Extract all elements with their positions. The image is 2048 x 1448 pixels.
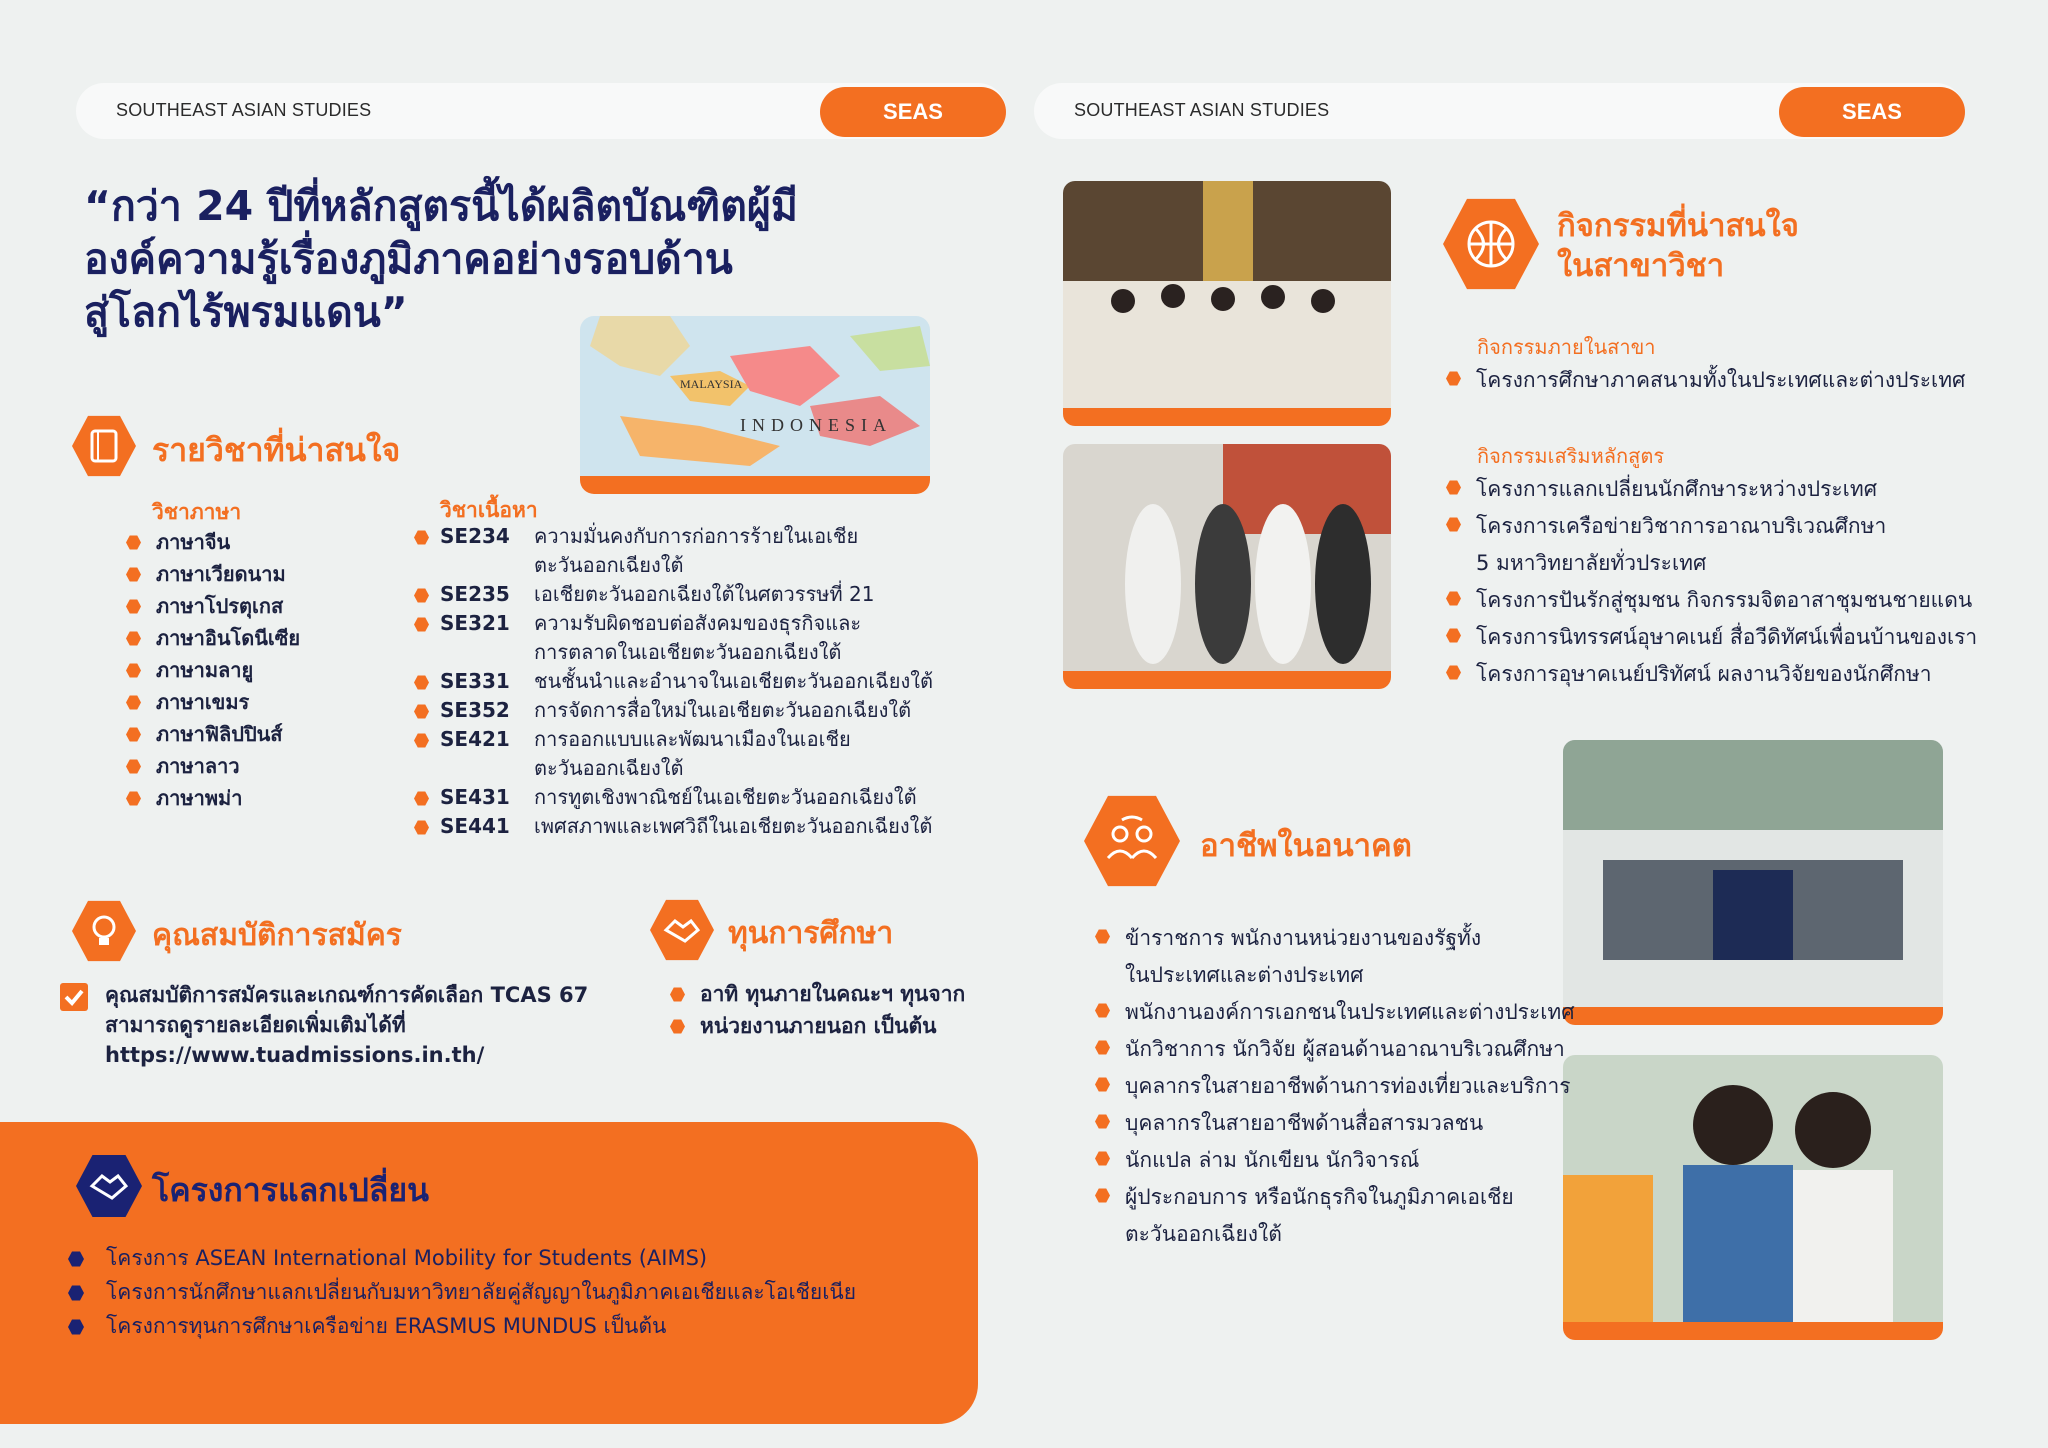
list-item: ผู้ประกอบการ หรือนักธุรกิจในภูมิภาคเอเชีย xyxy=(1095,1179,1575,1216)
internal-activities-list xyxy=(1446,362,1965,399)
course-name: การออกแบบและพัฒนาเมืองในเอเชีย xyxy=(534,727,851,751)
course-code: SE421 xyxy=(410,725,534,783)
qualifications-line-2: สามารถดูรายละเอียดเพิ่มเติมได้ที่ xyxy=(105,1013,406,1037)
list-item: โครงการนิทรรศน์อุษาคเนย์ สื่อวีดิทัศน์เพื่อนบ้านของเรา xyxy=(1446,619,1977,656)
group-photo-building xyxy=(1563,740,1943,1025)
careers-title: อาชีพในอนาคต xyxy=(1200,828,1412,864)
list-item-cont: ตะวันออกเฉียงใต้ xyxy=(1125,1222,1282,1246)
course-code: SE235 xyxy=(410,580,534,609)
table-row xyxy=(410,783,970,812)
table-row xyxy=(410,725,970,783)
list-item: ภาษาโปรตุเกส xyxy=(126,590,300,622)
list-item: โครงการทุนการศึกษาเครือข่าย ERASMUS MUNDUS เป็นต้น xyxy=(68,1309,856,1343)
activities-title xyxy=(1557,206,1799,286)
course-code: SE431 xyxy=(410,783,534,812)
table-row xyxy=(410,812,970,841)
header-title-left: SOUTHEAST ASIAN STUDIES xyxy=(116,100,372,120)
table-row xyxy=(410,609,970,667)
scholarship-list xyxy=(670,978,965,1042)
map-label-malaysia: MALAYSIA xyxy=(680,377,743,391)
qualifications-line-1: คุณสมบัติการสมัครและเกณฑ์การคัดเลือก TCAS 67 xyxy=(105,983,589,1007)
seas-badge-right[interactable]: SEAS xyxy=(1779,87,1965,137)
list-item: ภาษาอินโดนีเซีย xyxy=(126,622,300,654)
list-item: นักแปล ล่าม นักเขียน นักวิจารณ์ xyxy=(1095,1142,1575,1179)
checkbox-icon xyxy=(60,983,88,1011)
list-item: โครงการอุษาคเนย์ปริทัศน์ ผลงานวิจัยของนักศึกษา xyxy=(1446,656,1977,693)
admissions-link[interactable]: https://www.tuadmissions.in.th/ xyxy=(105,1043,485,1067)
list-item: โครงการเครือข่ายวิชาการอาณาบริเวณศึกษา xyxy=(1446,508,1977,545)
list-item: ภาษาเขมร xyxy=(126,686,300,718)
activities-title-line-1: กิจกรรมที่น่าสนใจ xyxy=(1557,208,1799,244)
exchange-list xyxy=(68,1241,856,1343)
list-item: โครงการ ASEAN International Mobility for Students (AIMS) xyxy=(68,1241,856,1275)
course-name: การจัดการสื่อใหม่ในเอเชียตะวันออกเฉียงใต้ xyxy=(534,698,912,722)
course-name: การทูตเชิงพาณิชย์ในเอเชียตะวันออกเฉียงใต้ xyxy=(534,785,917,809)
extra-activities-list xyxy=(1446,471,1977,693)
book-icon xyxy=(72,414,136,478)
course-name: เอเชียตะวันออกเฉียงใต้ในศตวรรษที่ 21 xyxy=(534,582,875,606)
southeast-asia-map-image xyxy=(580,316,930,494)
table-row xyxy=(410,667,970,696)
scholarship-title: ทุนการศึกษา xyxy=(728,916,894,951)
handshake-icon xyxy=(650,898,714,962)
list-item: ภาษาเวียดนาม xyxy=(126,558,300,590)
content-course-list xyxy=(410,522,970,841)
list-item: โครงการศึกษาภาคสนามทั้งในประเทศและต่างประเทศ xyxy=(1446,362,1965,399)
extra-activities-subtitle: กิจกรรมเสริมหลักสูตร xyxy=(1477,444,1665,468)
table-row xyxy=(410,696,970,725)
quote-line-2: องค์ความรู้เรื่องภูมิภาคอย่างรอบด้าน xyxy=(84,235,733,283)
internal-activities-subtitle: กิจกรรมภายในสาขา xyxy=(1477,335,1656,359)
languages-subtitle: วิชาภาษา xyxy=(152,500,242,524)
quote-line-3: สู่โลกไร้พรมแดน” xyxy=(84,288,408,336)
list-item: โครงการแลกเปลี่ยนนักศึกษาระหว่างประเทศ xyxy=(1446,471,1977,508)
course-code: SE352 xyxy=(410,696,534,725)
seas-badge-left[interactable]: SEAS xyxy=(820,87,1006,137)
map-illustration xyxy=(580,316,930,476)
list-item-cont: 5 มหาวิทยาลัยทั่วประเทศ xyxy=(1476,551,1707,575)
list-item: อาทิ ทุนภายในคณะฯ ทุนจาก xyxy=(670,978,965,1010)
group-photo-hall xyxy=(1063,181,1391,426)
course-code: SE321 xyxy=(410,609,534,667)
list-item: ภาษามลายู xyxy=(126,654,300,686)
table-row xyxy=(410,580,970,609)
list-item-cont: ในประเทศและต่างประเทศ xyxy=(1125,963,1364,987)
content-subtitle: วิชาเนื้อหา xyxy=(440,498,538,522)
group-photo-temple xyxy=(1063,444,1391,689)
list-item: ภาษาลาว xyxy=(126,750,300,782)
course-name: ความมั่นคงกับการก่อการร้ายในเอเชีย xyxy=(534,524,859,548)
list-item: ข้าราชการ พนักงานหน่วยงานของรัฐทั้ง xyxy=(1095,920,1575,957)
quote-line-1: “กว่า 24 ปีที่หลักสูตรนี้ได้ผลิตบัณฑิตผู้มี xyxy=(84,182,798,230)
course-code: SE441 xyxy=(410,812,534,841)
course-name: เพศสภาพและเพศวิถีในเอเชียตะวันออกเฉียงใต้ xyxy=(534,814,933,838)
students-laptop-photo xyxy=(1563,1055,1943,1340)
list-item: ภาษาจีน xyxy=(126,526,300,558)
table-row xyxy=(410,522,970,580)
courses-title: รายวิชาที่น่าสนใจ xyxy=(152,431,401,469)
list-item: ภาษาพม่า xyxy=(126,782,300,814)
lightbulb-icon xyxy=(72,899,136,963)
basketball-icon xyxy=(1443,196,1539,292)
careers-list xyxy=(1095,920,1575,1253)
list-item: บุคลากรในสายอาชีพด้านสื่อสารมวลชน xyxy=(1095,1105,1575,1142)
list-item: พนักงานองค์การเอกชนในประเทศและต่างประเทศ xyxy=(1095,994,1575,1031)
course-name: ความรับผิดชอบต่อสังคมของธุรกิจและ xyxy=(534,611,862,635)
activities-title-line-2: ในสาขาวิชา xyxy=(1557,248,1725,284)
course-name-cont: ตะวันออกเฉียงใต้ xyxy=(534,756,684,780)
header-title-right: SOUTHEAST ASIAN STUDIES xyxy=(1074,100,1330,120)
exchange-title: โครงการแลกเปลี่ยน xyxy=(152,1171,430,1209)
course-name-cont: ตะวันออกเฉียงใต้ xyxy=(534,553,684,577)
course-code: SE234 xyxy=(410,522,534,580)
list-item: นักวิชาการ นักวิจัย ผู้สอนด้านอาณาบริเวณศึกษา xyxy=(1095,1031,1575,1068)
list-item: โครงการปันรักสู่ชุมชน กิจกรรมจิตอาสาชุมชนชายแดน xyxy=(1446,582,1977,619)
list-item-cont: หน่วยงานภายนอก เป็นต้น xyxy=(670,1010,965,1042)
languages-list xyxy=(126,526,300,814)
course-name-cont: การตลาดในเอเชียตะวันออกเฉียงใต้ xyxy=(534,640,842,664)
map-label-indonesia: INDONESIA xyxy=(740,415,892,435)
list-item: โครงการนักศึกษาแลกเปลี่ยนกับมหาวิทยาลัยคู่สัญญาในภูมิภาคเอเชียและโอเชียเนีย xyxy=(68,1275,856,1309)
course-code: SE331 xyxy=(410,667,534,696)
list-item: ภาษาฟิลิปปินส์ xyxy=(126,718,300,750)
qualifications-text xyxy=(105,980,588,1070)
people-exchange-icon xyxy=(1084,793,1180,889)
course-name: ชนชั้นนำและอำนาจในเอเชียตะวันออกเฉียงใต้ xyxy=(534,669,934,693)
qualifications-title: คุณสมบัติการสมัคร xyxy=(152,918,402,953)
list-item: บุคลากรในสายอาชีพด้านการท่องเที่ยวและบริการ xyxy=(1095,1068,1575,1105)
